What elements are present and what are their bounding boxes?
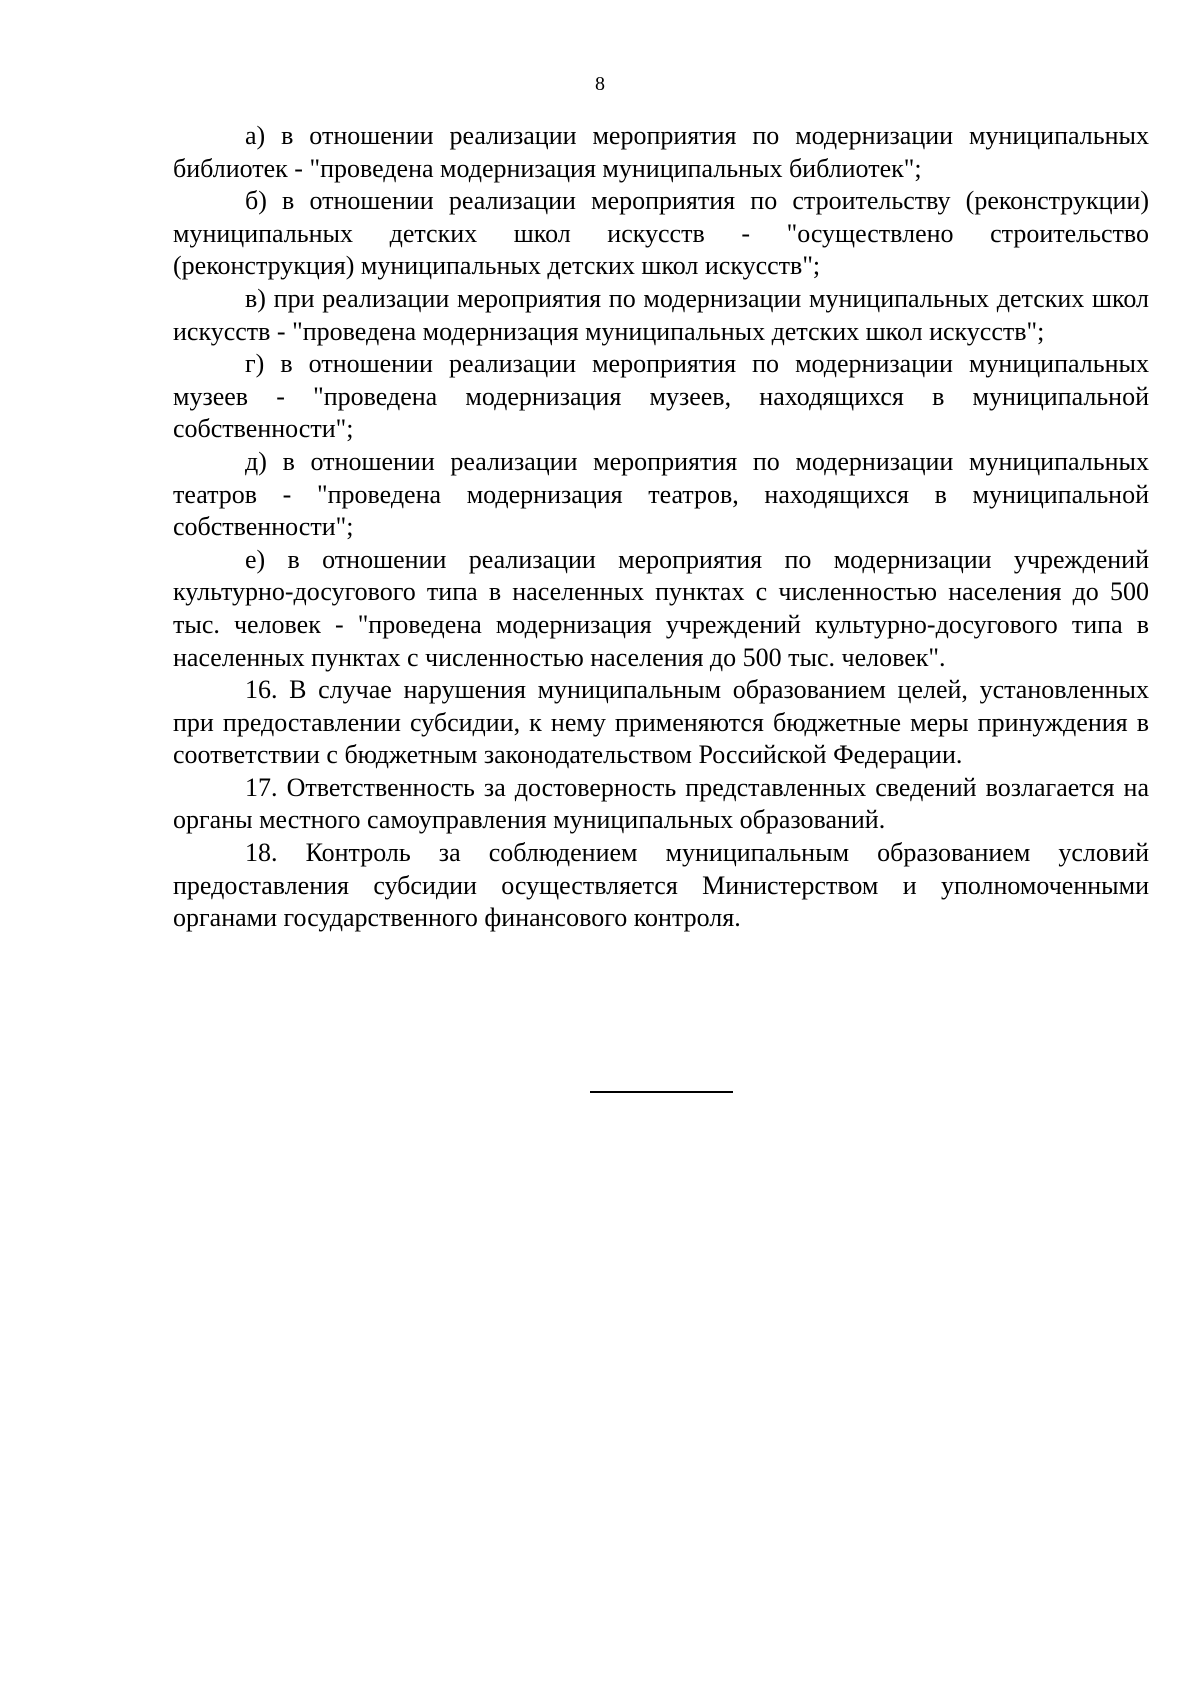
paragraph-16: 16. В случае нарушения муниципальным образованием целей, установленных при предоставлении субсидии, к нему применяются бюджетные меры принуждения в соответствии с бюджетным законодательством Российской Федерации. (173, 675, 1149, 770)
paragraph-item-d: д) в отношении реализации мероприятия по модернизации муниципальных театров - "проведена модернизация театров, находящихся в муниципальной собственности"; (173, 446, 1149, 542)
page-number: 8 (595, 73, 605, 95)
paragraph-17: 17. Ответственность за достоверность представленных сведений возлагается на органы местного самоуправления муниципальных образований. (173, 772, 1149, 835)
paragraph-item-g: г) в отношении реализации мероприятия по модернизации муниципальных музеев - "проведена модернизация музеев, находящихся в муниципальной собственности"; (173, 349, 1149, 444)
paragraph-item-e: е) в отношении реализации мероприятия по модернизации учреждений культурно-досугового типа в населенных пунктах с численностью населения до 500 тыс. человек - "проведена модернизация учреждений культурно-досугового типа в населенных пунктах с численностью населения до 500 тыс. человек". (173, 544, 1149, 672)
paragraph-item-v: в) при реализации мероприятия по модернизации муниципальных детских школ искусств - "проведена модернизация муниципальных детских школ искусств"; (173, 283, 1149, 346)
paragraph-18: 18. Контроль за соблюдением муниципальным образованием условий предоставления субсидии осуществляется Министерством и уполномоченными органами государственного финансового контроля. (173, 838, 1149, 933)
paragraph-item-a: а) в отношении реализации мероприятия по модернизации муниципальных библиотек - "проведена модернизация муниципальных библиотек"; (173, 121, 1149, 183)
document-body (173, 120, 1149, 935)
paragraph-item-b: б) в отношении реализации мероприятия по строительству (реконструкции) муниципальных детских школ искусств - "осуществлено строительство (реконструкция) муниципальных детских школ искусств"; (173, 186, 1149, 281)
end-divider-line (590, 1091, 733, 1093)
